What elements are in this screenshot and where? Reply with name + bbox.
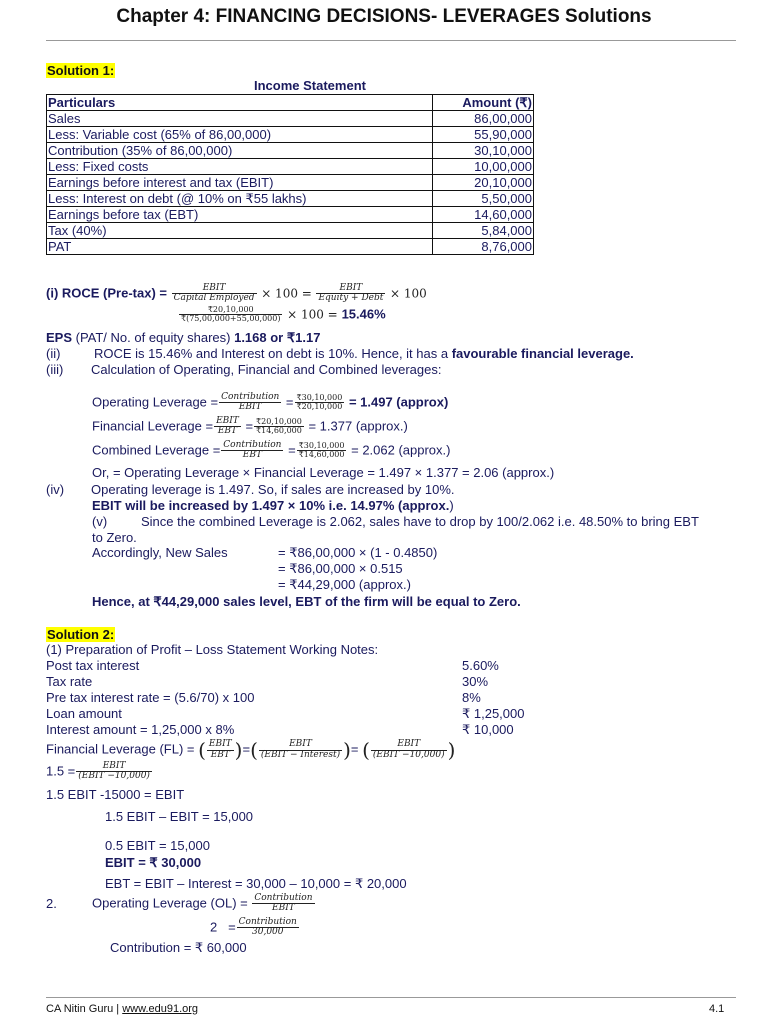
particular-cell: Tax (40%): [47, 223, 433, 239]
amount-cell: 5,50,000: [433, 191, 534, 207]
roce-result: 15.46%: [341, 306, 386, 322]
new-sales-label: Accordingly, New Sales: [92, 545, 228, 560]
combined-leverage-line: Combined Leverage = $\frac{\text{Contribution}}{\text{EBT}}$ = $\frac{₹30,10,000}{₹14,60,000}$ = 2.062 (approx.): [92, 440, 451, 461]
particular-cell: Less: Fixed costs: [47, 159, 433, 175]
table-row: [47, 111, 534, 127]
working-note-value: ₹ 1,25,000: [462, 706, 525, 721]
footer-rule: [46, 997, 736, 998]
point-ii-text: ROCE is 15.46% and Interest on debt is 10%. Hence, it has a favourable financial leverage.: [94, 346, 634, 361]
roce-fraction-1: $\frac{\text{EBIT}}{\text{Capital Employed}}$: [173, 283, 255, 304]
point-2-marker: 2.: [46, 896, 57, 911]
table-row: [47, 175, 534, 191]
amount-cell: 8,76,000: [433, 239, 534, 255]
roce-fraction-3: $\frac{₹20,10,000}{₹(75,00,000+55,00,000)}$: [181, 305, 281, 324]
particular-cell: Earnings before interest and tax (EBIT): [47, 175, 433, 191]
table-row: [47, 127, 534, 143]
new-sales-line-1: = ₹86,00,000 × (1 - 0.4850): [278, 545, 438, 560]
amount-cell: 86,00,000: [433, 111, 534, 127]
col-particulars: Particulars: [47, 95, 433, 111]
point-v-marker: (v): [92, 514, 108, 529]
footer-author: CA Nitin Guru | www.edu91.org: [46, 1003, 199, 1015]
page-title: Chapter 4: FINANCING DECISIONS- LEVERAGES Solutions: [116, 6, 652, 27]
particular-cell: Less: Interest on debt (@ 10% on ₹55 lakhs): [47, 191, 433, 207]
amount-cell: 20,10,000: [433, 175, 534, 191]
sol2-step-3: 0.5 EBIT = 15,000: [105, 838, 210, 853]
sol2-financial-leverage-line: Financial Leverage (FL) = ( $\frac{\text{EBIT}}{\text{EBT}}$ )=( $\frac{\text{EBIT}}{\text{(EBIT − Interest)}}$ )= ( $\frac{\text{EBIT}}{\text{(EBIT −10,000)}}$ ): [46, 738, 456, 762]
working-note-value: ₹ 10,000: [462, 722, 514, 737]
sol2-intro: (1) Preparation of Profit – Loss Statement Working Notes:: [46, 642, 379, 657]
amount-cell: 55,90,000: [433, 127, 534, 143]
point-iv-bold: EBIT will be increased by 1.497 × 10% i.e. 14.97% (approx.): [92, 498, 454, 513]
amount-cell: 5,84,000: [433, 223, 534, 239]
working-note-label: Tax rate: [46, 674, 93, 689]
particular-cell: Earnings before tax (EBT): [47, 207, 433, 223]
eps-line: EPS (PAT/ No. of equity shares) 1.168 or ₹1.17: [46, 330, 321, 345]
new-sales-line-2: = ₹86,00,000 × 0.515: [278, 561, 403, 576]
working-note-value: 8%: [462, 690, 481, 705]
roce-calc-line: $\frac{₹20,10,000}{₹(75,00,000+55,00,000)}$ × 100 = 15.46%: [181, 305, 386, 324]
contribution-result: Contribution = ₹ 60,000: [110, 940, 247, 955]
ol-equals-two-line: 2 = $\frac{\text{Contribution}}{30,000}$: [210, 917, 297, 938]
amount-cell: 30,10,000: [433, 143, 534, 159]
col-amount: Amount (₹): [433, 95, 534, 111]
working-note-value: 30%: [462, 674, 489, 689]
point-v-text: Since the combined Leverage is 2.062, sales have to drop by 100/2.062 i.e. 48.50% to bring EBT: [141, 514, 699, 529]
point-iv-marker: (iv): [46, 482, 65, 497]
financial-leverage-line: Financial Leverage = $\frac{\text{EBIT}}{\text{EBT}}$ = $\frac{₹20,10,000}{₹14,60,000}$ = 1.377 (approx.): [92, 416, 408, 437]
table-row: [47, 223, 534, 239]
footer-website-link[interactable]: www.edu91.org: [122, 1003, 199, 1015]
table-row: [47, 191, 534, 207]
particular-cell: Contribution (35% of 86,00,000): [47, 143, 433, 159]
footer-page-number: 4.1: [709, 1003, 725, 1015]
point-v-text-cont: to Zero.: [92, 530, 137, 545]
point-iv-text: Operating leverage is 1.497. So, if sales are increased by 10%.: [91, 482, 455, 497]
operating-leverage-line: Operating Leverage = $\frac{\text{Contribution}}{\text{EBIT}}$ = $\frac{₹30,10,000}{₹20,10,000}$ = 1.497 (approx): [92, 392, 449, 413]
eq-1-5-line: 1.5 = $\frac{\text{EBIT}}{\text{(EBIT −10,000)}}$: [46, 761, 150, 782]
working-note-label: Post tax interest: [46, 658, 140, 673]
amount-cell: 10,00,000: [433, 159, 534, 175]
sol2-step-1: 1.5 EBIT -15000 = EBIT: [46, 787, 185, 802]
new-sales-line-3: = ₹44,29,000 (approx.): [278, 577, 411, 592]
roce-fraction-2: $\frac{\text{EBIT}}{\text{Equity + Debt}}$: [318, 283, 384, 304]
income-statement-table: [46, 94, 534, 255]
or-line: Or, = Operating Leverage × Financial Leverage = 1.497 × 1.377 = 2.06 (approx.): [92, 465, 555, 480]
point-iii-text: Calculation of Operating, Financial and Combined leverages:: [91, 362, 442, 377]
point-ii-marker: (ii): [46, 346, 61, 361]
solution-1-heading: Solution 1:: [47, 63, 115, 78]
table-header-row: [47, 95, 534, 111]
particular-cell: Less: Variable cost (65% of 86,00,000): [47, 127, 433, 143]
table-row: [47, 239, 534, 255]
solution-2-heading: Solution 2:: [47, 627, 115, 642]
hence-conclusion: Hence, at ₹44,29,000 sales level, EBT of the firm will be equal to Zero.: [92, 594, 521, 609]
roce-line: (i) ROCE (Pre-tax) = $\frac{\text{EBIT}}{\text{Capital Employed}}$ × 100 = $\frac{\text{EBIT}}{\text{Equity + Debt}}$ × 100: [46, 283, 427, 304]
particular-cell: PAT: [47, 239, 433, 255]
table-row: [47, 159, 534, 175]
header-rule: [46, 40, 736, 41]
working-note-value: 5.60%: [462, 658, 499, 673]
working-note-label: Interest amount = 1,25,000 x 8%: [46, 722, 235, 737]
sol2-ebit-result: EBIT = ₹ 30,000: [105, 855, 202, 870]
amount-cell: 14,60,000: [433, 207, 534, 223]
particular-cell: Sales: [47, 111, 433, 127]
table-row: [47, 207, 534, 223]
sol2-operating-leverage-line: Operating Leverage (OL) = $\frac{\text{Contribution}}{\text{EBIT}}$: [92, 893, 313, 914]
sol2-step-2: 1.5 EBIT – EBIT = 15,000: [105, 809, 254, 824]
sol2-ebt-line: EBT = EBIT – Interest = 30,000 – 10,000 = ₹ 20,000: [105, 876, 407, 891]
table-row: [47, 143, 534, 159]
working-note-label: Pre tax interest rate = (5.6/70) x 100: [46, 690, 255, 705]
working-note-label: Loan amount: [46, 706, 122, 721]
point-iii-marker: (iii): [46, 362, 64, 377]
income-statement-title: Income Statement: [254, 78, 366, 93]
